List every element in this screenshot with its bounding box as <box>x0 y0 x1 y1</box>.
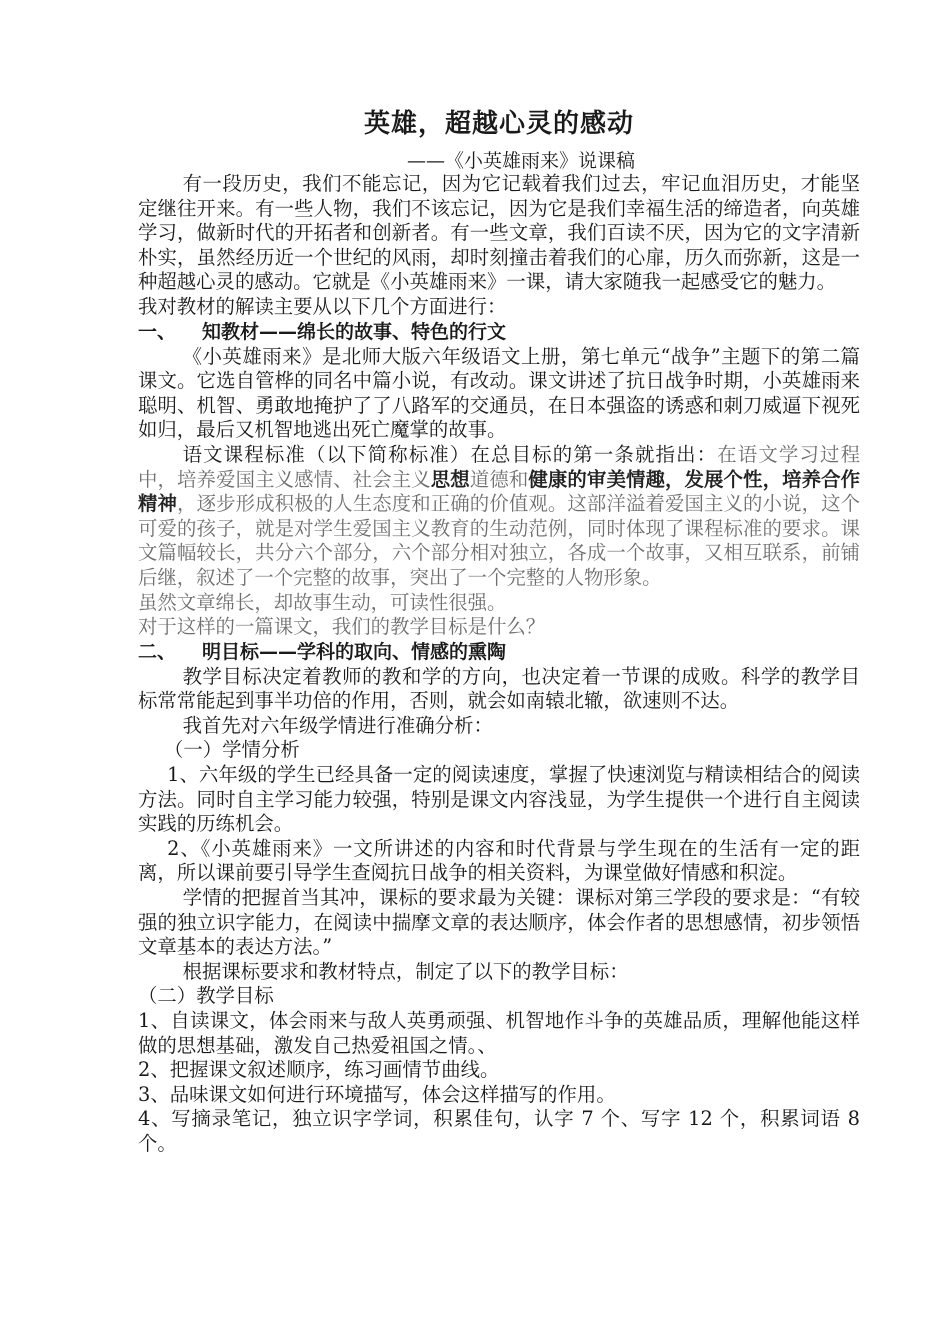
section-1-line-4: 对于这样的一篇课文，我们的教学目标是什么？ <box>138 615 546 639</box>
intro-paragraph: 有一段历史，我们不能忘记，因为它记载着我们过去，牢记血泪历史，才能坚定继往开来。有一些人物，我们不该忘记，因为它是我们幸福生活的缔造者，向英雄学习，做新时代的开拓者和创新者。有一些文章，我们百读不厌，因为它的文字清新朴实，虽然经历近一个世纪的风雨，却时刻撞击着我们的心扉，历久而弥新，这是一种超越心灵的感动。它就是《小英雄雨来》一课，请大家随我一起感受它的魅力。 <box>138 172 860 294</box>
section-1-paragraph-2 <box>138 443 860 591</box>
document-title: 英雄，超越心灵的感动 <box>363 109 634 139</box>
subheading-learning-analysis: （一）学情分析 <box>164 738 300 762</box>
analysis-item-2: 2、《小英雄雨来》一文所讲述的内容和时代背景与学生现在的生活有一定的距离，所以课前要引导学生查阅抗日战争的相关资料，为课堂做好情感和积淀。 <box>138 836 860 885</box>
goal-item: 4、写摘录笔记，独立识字学词，积累佳句，认字 7 个、写字 12 个，积累词语 8 个。 <box>138 1107 860 1155</box>
section-1-paragraph-1: 《小英雄雨来》是北师大版六年级语文上册，第七单元“战争”主题下的第二篇课文。它选自管桦的同名中篇小说，有改动。课文讲述了抗日战争时期，小英雄雨来聪明、机智、勇敢地掩护了了八路军的交通员，在日本强盗的诱惑和刺刀威逼下视死如归，最后又机智地逃出死亡魔掌的故事。 <box>138 344 860 442</box>
standard-quote-text-3: ，逐步形成积极的人生态度和正确的价值观。这部洋溢着爱国主义的小说，这个可爱的孩子，就是对学生爱国主义教育的生动范例，同时体现了课程标准的要求。课文篇幅较长，共分六个部分，六个部分相对独立，各成一个故事，又相互联系，前铺后继，叙述了一个完整的故事，突出了一个完整的人物形象。 <box>138 492 861 589</box>
section-2-title: 明目标——学科的取向、情感的熏陶 <box>202 640 507 663</box>
section-1-line-3: 虽然文章绵长，却故事生动，可读性很强。 <box>138 590 507 614</box>
document-page <box>138 104 860 1157</box>
document-subtitle: ——《小英雄雨来》说课稿 <box>406 150 635 172</box>
analysis-item-1: 1、六年级的学生已经具备一定的阅读速度，掌握了快速浏览与精读相结合的阅读方法。同时自主学习能力较强，特别是课文内容浅显，为学生提供一个进行自主阅读实践的历练机会。 <box>138 763 860 836</box>
section-2-paragraph-1: 教学目标决定着教师的教和学的方向，也决定着一节课的成败。科学的教学目标常常能起到事半功倍的作用，否则，就会如南辕北辙，欲速则不达。 <box>138 664 860 713</box>
section-1-number: 一、 <box>138 320 177 343</box>
goal-item: 1、自读课文，体会雨来与敌人英勇顽强、机智地作斗争的英雄品质，理解他能这样做的思想基础，激发自己热爱祖国之情。、 <box>138 1009 860 1057</box>
subheading-teaching-goals: （二）教学目标 <box>138 984 274 1008</box>
standard-quote-text-2: 道德和 <box>469 467 529 491</box>
goal-item: 2、把握课文叙述顺序，练习画情节曲线。 <box>138 1058 500 1082</box>
standard-quote-text: 在语文学习过程中，培养爱国主义感情、社会主义 <box>138 442 860 491</box>
section-2-paragraph-2: 我首先对六年级学情进行准确分析： <box>182 713 493 737</box>
standard-emphasis-2: 健康的审美情趣，发展个性，培养合作精神 <box>138 467 861 516</box>
goal-item: 3、品味课文如何进行环境描写，体会这样描写的作用。 <box>138 1082 616 1106</box>
lead-paragraph: 我对教材的解读主要从以下几个方面进行： <box>138 294 507 318</box>
standard-emphasis-1: 思想 <box>430 467 470 491</box>
section-2-paragraph-3: 学情的把握首当其冲，课标的要求最为关键：课标对第三学段的要求是：“有较强的独立识字能力，在阅读中揣摩文章的表达顺序，体会作者的思想感情，初步领悟文章基本的表达方法。” <box>138 886 860 959</box>
section-2-paragraph-4: 根据课标要求和教材特点，制定了以下的教学目标： <box>182 959 629 983</box>
section-1-title: 知教材——绵长的故事、特色的行文 <box>202 320 507 343</box>
section-2-number: 二、 <box>138 640 177 663</box>
section-2-heading <box>138 640 860 665</box>
section-1-heading <box>138 320 860 345</box>
standard-intro-text: 语文课程标准（以下简称标准）在总目标的第一条就指出： <box>182 442 718 466</box>
